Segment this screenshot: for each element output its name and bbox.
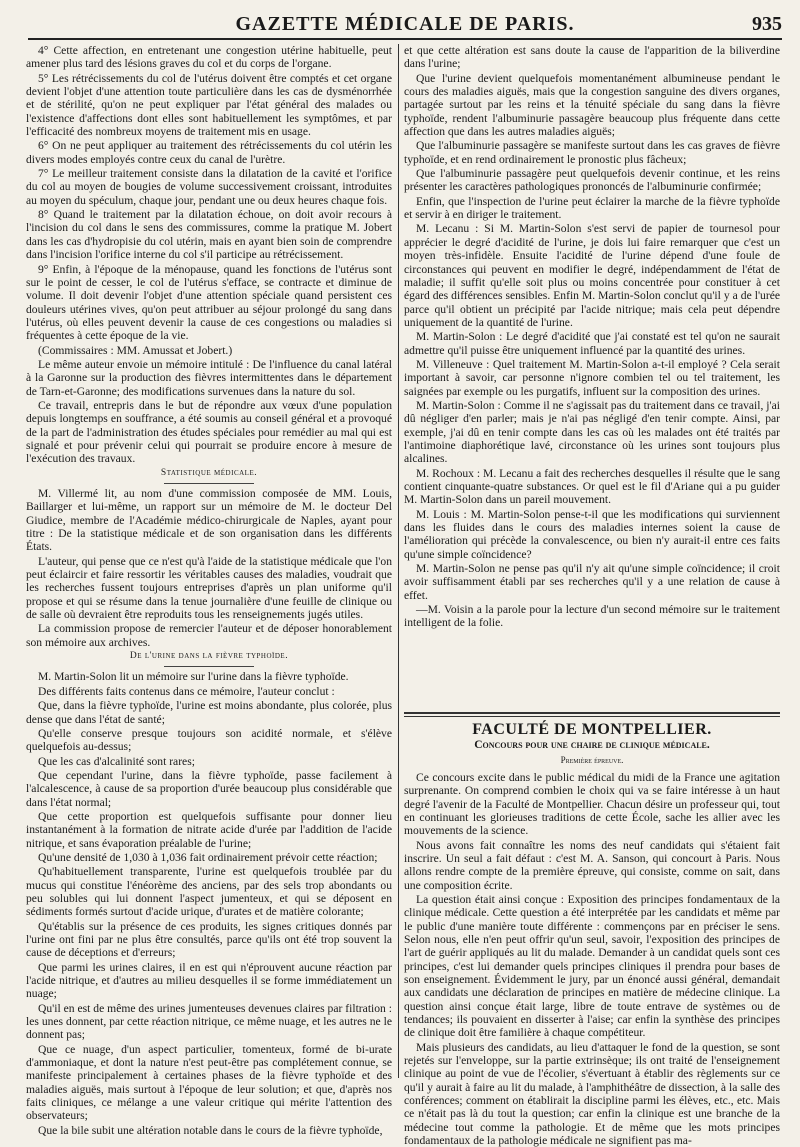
paragraph: Que parmi les urines claires, il en est qui n'éprouvent aucune réaction par l'acide nitrique, et d'autres au milieu desquelles il se forme immédiatement un nuage; <box>26 960 392 1001</box>
paragraph: Qu'il en est de même des urines jumenteuses devenues claires par filtration : les unes donnent, par cette réaction nitrique, ce même nuage, et les autres ne le donnent pas; <box>26 1001 392 1042</box>
paragraph: Que l'urine devient quelquefois momentanément albumineuse pendant le cours des maladies aiguës, mais que la congestion sanguine des divers organes, partagée surtout par les reins et la ténuité spéciale du sang dans la fièvre typhoïde, rendent l'albuminurie passagère beaucoup plus fréquente dans cette affection que dans les autres maladies aiguës; <box>404 71 780 139</box>
right-column <box>404 44 780 1147</box>
paragraph: 5° Les rétrécissements du col de l'utérus doivent être comptés et cet organe devient l'objet d'une attention toute particulière dans les cas de dysménorrhée et de stérilité, qu'on ne peut expliquer par l'état général des malades ou l'existence d'affections dont elles sont habituellement les symptômes, et par l'efficacité des nombreux moyens de traitement mis en usage. <box>26 71 392 139</box>
page-number: 935 <box>752 13 782 35</box>
paragraph: Nous avons fait connaître les noms des neuf candidats qui s'étaient fait inscrire. Un seul a fait défaut : c'est M. A. Sanson, qui concourt à Paris. Nous allons rendre compte de la première épreuve, qui consiste, comme on sait, dans une composition écrite. <box>404 838 780 892</box>
paragraph: 9° Enfin, à l'époque de la ménopause, quand les fonctions de l'utérus sont sur le point de cesser, le col de l'utérus s'efface, se contracte et diminue de volume. Il doit devenir l'objet d'une attention spéciale quand persistent ces douleurs utérines vives, qu'on peut attribuer au séjour prolongé du sang dans l'utérus, où elles peuvent devenir la cause de ces congestions ou maladies si fréquentes à cette époque de la vie. <box>26 262 392 343</box>
left-column <box>26 44 392 1137</box>
paragraph: 6° On ne peut appliquer au traitement des rétrécissements du col utérin les divers modes employés contre ceux du canal de l'urètre. <box>26 139 392 166</box>
paragraph: Le même auteur envoie un mémoire intitulé : De l'influence du canal latéral à la Garonne sur la production des fièvres intermittentes dans le département de Tarn-et-Garonne; des modifications survenues dans la nature du sol. <box>26 357 392 398</box>
paragraph: —M. Voisin a la parole pour la lecture d'un second mémoire sur le traitement intelligent de la folie. <box>404 603 780 630</box>
paragraph: M. Villeneuve : Quel traitement M. Martin-Solon a-t-il employé ? Cela serait important à savoir, car personne n'ignore combien tel ou tel traitement, les saignées par exemple ou les purgatifs, influent sur la composition des urines. <box>404 357 780 398</box>
paragraph: M. Villermé lit, au nom d'une commission composée de MM. Louis, Baillarger et lui-même, un rapport sur un mémoire de M. le docteur Del Giudice, membre de l'Académie médico-chirurgicale de Naples, ayant pour titre : De la statistique médicale et de son organisation dans les différents États. <box>26 487 392 554</box>
paragraph: Que, dans la fièvre typhoïde, l'urine est moins abondante, plus colorée, plus dense que dans l'état de santé; <box>26 699 392 726</box>
paragraph: Que cependant l'urine, dans la fièvre typhoïde, passe facilement à l'alcalescence, à cause de sa proportion d'urée beaucoup plus considérable que dans l'état normal; <box>26 768 392 809</box>
heading-rule <box>164 666 254 667</box>
heading-rule <box>164 483 254 484</box>
bleed-through-area <box>404 636 780 706</box>
faculty-heading: FACULTÉ DE MONTPELLIER. <box>472 720 712 738</box>
paragraph: M. Martin-Solon : Comme il ne s'agissait pas du traitement dans ce travail, j'ai dû négliger d'en parler; mais je n'ai pas négligé d'en tenir compte. Ainsi, par exemple, j'ai dû en tenir compte dans les cas où les malades ont été traités par l'antimoine diaphorétique lavé, circonstance où les urines sont toujours plus alcalines. <box>404 398 780 466</box>
paragraph: Ce concours excite dans le public médical du midi de la France une agitation surprenante. On comprend combien le choix qui va se faire intéresse à un haut degré l'avenir de la Faculté de Montpellier. Chacun désire un professeur qui, tout en continuant les glorieuses traditions de cette École, sache les allier avec les mouvements de la science. <box>404 770 780 838</box>
paragraph: La question était ainsi conçue : Exposition des principes fondamentaux de la clinique médicale. Cette question a été interprétée par les candidats et même par le public d'une manière toute différente : commençons par en préciser le sens. Selon nous, elle n'en peut offrir qu'un seul, savoir, l'exposition des principes de l'art de guérir appliqués au lit du malade. Demander à un candidat quels sont ces principes, c'est lui demander quels principes cliniques il prendra pour bases de son enseignement. Évidemment le jury, par un énoncé aussi général, demandait aux candidats une déclaration de principes en matière de médecine clinique. La question ainsi conçue était large, libre de toute entrave de systèmes ou de tendances; ils pouvaient en disserter à l'aise; car enfin la synthèse des principes de clinique doit être familière à chaque compétiteur. <box>404 892 780 1040</box>
paragraph: M. Rochoux : M. Lecanu a fait des recherches desquelles il résulte que le sang contient cinquante-quatre substances. Or quel est le fil d'Ariane qui a pu guider M. Martin-Solon dans un pareil mouvement. <box>404 466 780 507</box>
paragraph: 7° Le meilleur traitement consiste dans la dilatation de la cavité et l'orifice du col au moyen de bougies de volume successivement croissant, introduites au moyen du spéculum, chaque jour, pendant une ou deux heures chaque fois. <box>26 167 392 207</box>
paragraph: 4° Cette affection, en entretenant une congestion utérine habituelle, peut amener plus tard des lésions graves du col et du corps de l'organe. <box>26 44 392 71</box>
paragraph: M. Louis : M. Martin-Solon pense-t-il que les modifications qui surviennent dans les fluides dans le cours des maladies internes soient la cause de l'amélioration qui précède la convalescence, ou bien n'y aurait-il entre ces faits qu'une simple coïncidence? <box>404 507 780 561</box>
paragraph: Des différents faits contenus dans ce mémoire, l'auteur conclut : <box>38 684 335 698</box>
epreuve-heading: Première épreuve. <box>560 755 624 766</box>
paragraph: M. Martin-Solon lit un mémoire sur l'urine dans la fièvre typhoïde. <box>38 670 349 684</box>
journal-title: GAZETTE MÉDICALE DE PARIS. <box>235 13 575 35</box>
paragraph: M. Martin-Solon : Le degré d'acidité que j'ai constaté est tel qu'on ne saurait admettre qu'il puisse être uniquement influencé par la quantité des urines. <box>404 330 780 357</box>
paragraph: Que l'albuminurie passagère peut quelquefois devenir continue, et les reins présenter les caractères pathologiques prononcés de l'albuminurie confirmée; <box>404 167 780 194</box>
paragraph: et que cette altération est sans doute la cause de l'apparition de la biliverdine dans l'urine; <box>404 44 780 71</box>
page-header <box>28 8 782 40</box>
paragraph: Qu'elle conserve presque toujours son acidité normale, et s'élève quelquefois au-dessus; <box>26 726 392 754</box>
column-divider <box>398 44 399 1078</box>
paragraph: L'auteur, qui pense que ce n'est qu'à l'aide de la statistique médicale que l'on peut éclaircir et faire ressortir les véritables causes des maladies, voudrait que les recherches fussent toujours entreprises d'après un plan uniforme qu'il propose et qui se résume dans la tenue journalière d'une feuille de clinique ou de salle où devraient être reproduits tous les renseignements jugés utiles. <box>26 554 392 622</box>
section-heading-statistique: Statistique médicale. <box>160 467 258 478</box>
paragraph: Qu'habituellement transparente, l'urine est quelquefois troublée par du mucus qui constitue l'énéorème des anciens, par des sels trop abondants ou peu solubles qui lui donnent l'aspect jumenteux, et qui se déposent en sédiments formés surtout d'acide urique, d'urates et de matière colorante; <box>26 865 392 919</box>
commissioners-note: (Commissaires : MM. Amussat et Jobert.) <box>38 343 233 357</box>
paragraph: Que la bile subit une altération notable dans le cours de la fièvre typhoïde, <box>38 1123 383 1137</box>
concours-heading: Concours pour une chaire de clinique médicale. <box>474 739 710 752</box>
paragraph: Qu'une densité de 1,030 à 1,036 fait ordinairement prévoir cette réaction; <box>38 850 378 864</box>
paragraph: Que ce nuage, d'un aspect particulier, tomenteux, formé de bi-urate d'ammoniaque, et dont la nature n'est peut-être pas complétement connue, se manifeste principalement à certaines phases de la fièvre typhoïde et des maladies aiguës, mais surtout à l'époque de leur solution; et que, d'après nos faits cliniques, ce mélange a une valeur critique qui mérite l'attention des observateurs; <box>26 1042 392 1123</box>
paragraph: Enfin, que l'inspection de l'urine peut éclairer la marche de la fièvre typhoïde et servir à en diriger le traitement. <box>404 194 780 222</box>
paragraph: Mais plusieurs des candidats, au lieu d'attaquer le fond de la question, se sont rejetés sur l'enveloppe, sur la partie extrinsèque; ils ont traité de l'enseignement clinique au point de vue de l'écolier, s'évertuant à établir des règlements sur ce qu'il y aurait à faire au lit du malade, à l'amphithéâtre de dissection, à la salle des conférences; comment on établirait la discipline parmi les élèves, etc., etc. Mais ce n'était pas là du tout la question; car enfin la clinique est une branche de la médecine tout comme la pathologie. Et de même que les mots principes fondamentaux de la pathologie médicale ne signifient pas ma- <box>404 1040 780 1147</box>
paragraph: La commission propose de remercier l'auteur et de déposer honorablement son mémoire aux archives. <box>26 622 392 649</box>
section-rule <box>404 712 780 717</box>
paragraph: M. Martin-Solon ne pense pas qu'il n'y ait qu'une simple coïncidence; il croit avoir suffisamment établi par ses recherches qu'il y a une relation de cause à effet. <box>404 562 780 602</box>
paragraph: Que l'albuminurie passagère se manifeste surtout dans les cas graves de fièvre typhoïde, et en rend ordinairement le pronostic plus fâcheux; <box>404 139 780 166</box>
section-heading-urine: De l'urine dans la fièvre typhoïde. <box>129 651 289 662</box>
paragraph: 8° Quand le traitement par la dilatation échoue, on doit avoir recours à l'incision du col dans le sens des commissures, comme la pratique M. Jobert dans les cas d'hydropisie du col utérin, mais en ayant bien soin de comprendre dans l'incision l'orifice interne du col s'il participe au rétrécissement. <box>26 208 392 262</box>
paragraph: Que les cas d'alcalinité sont rares; <box>38 754 195 768</box>
paragraph: Qu'établis sur la présence de ces produits, les signes critiques donnés par l'urine ont fini par ne plus être consultés, parce qu'ils ont été trop souvent la cause de déceptions et d'erreurs; <box>26 919 392 960</box>
paragraph: Que cette proportion est quelquefois suffisante pour donner lieu instantanément à la formation de nitrate acide d'urée par l'addition de l'acide nitrique, et sans évaporation préalable de l'urine; <box>26 809 392 850</box>
paragraph: M. Lecanu : Si M. Martin-Solon s'est servi de papier de tournesol pour apprécier le degré d'acidité de l'urine, je dois lui faire remarquer que c'est un moyen très-infidèle. Ensuite l'acidité de l'urine dépend d'une foule de circonstances qui peuvent en modifier le degré, indépendamment de l'état de maladie; il suffit qu'elle soit plus ou moins concentrée pour constituer à cet égard des différences sensibles. Enfin M. Martin-Solon conclut qu'il y a de l'urée parce qu'il obtient un précipité par l'acide nitrique; mais cela peut dépendre uniquement de la quantité de l'urine. <box>404 222 780 329</box>
paragraph: Ce travail, entrepris dans le but de répondre aux vœux d'une population depuis longtemps en souffrance, a été soumis au conseil général et a provoqué de la part de l'administration des études spéciales pour remédier au mal qui est signalé et pour prévenir celui qui pourrait se produire encore à mesure de l'exécution des travaux. <box>26 398 392 466</box>
